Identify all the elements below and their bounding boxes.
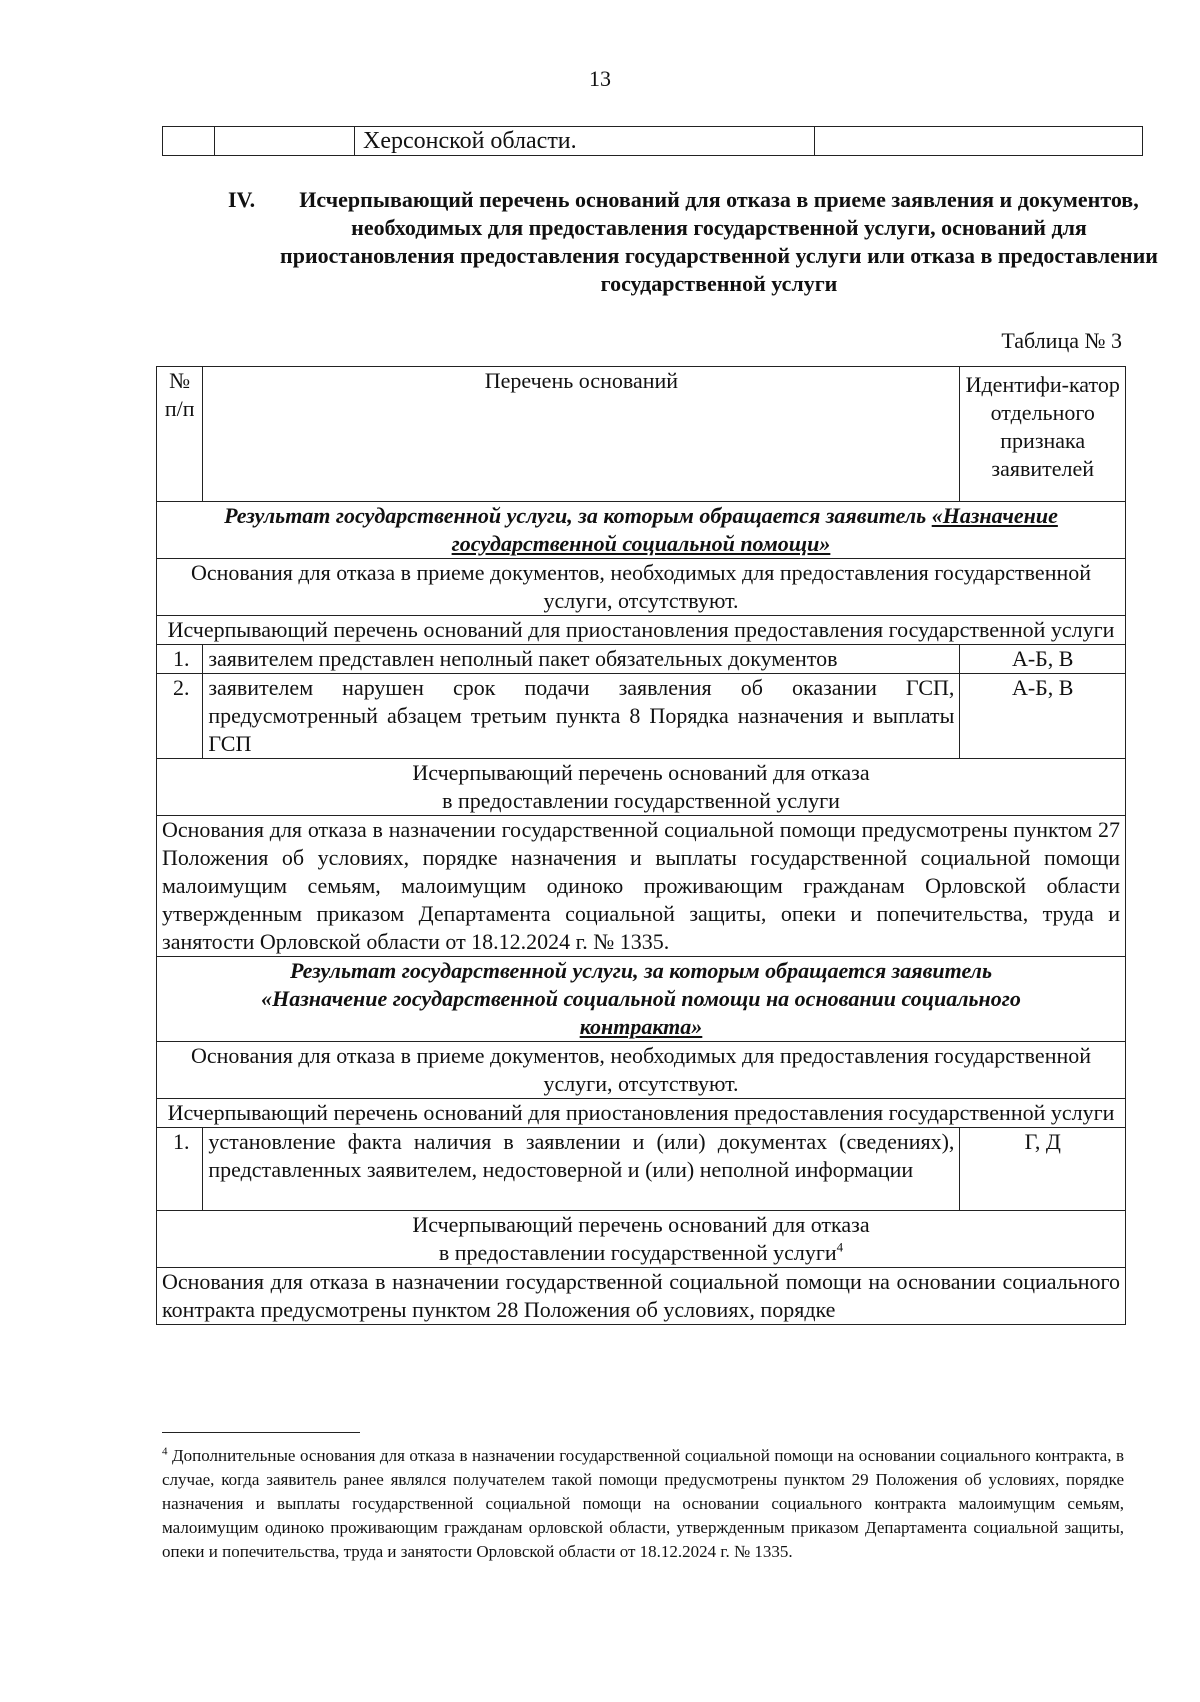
table-row <box>157 1128 1126 1211</box>
suspension-header: Исчерпывающий перечень оснований для приостановления предоставления государственной услуги <box>157 616 1126 645</box>
grounds-table <box>156 366 1126 1325</box>
result-prefix: Результат государственной услуги, за которым обращается заявитель <box>224 503 927 528</box>
table-header-row <box>157 367 1126 502</box>
continuation-table <box>162 126 1143 156</box>
refusal-grounds-text: Основания для отказа в назначении государственной социальной помощи предусмотрены пунктом 27 Положения об условиях, порядке назначения и выплаты государственной социальной помощи малоимущим семьям, малоимущим одиноко проживающим гражданам Орловской области утвержденным приказом Департамента социальной защиты, опеки и попечительства, труда и занятости Орловской области от 18.12.2024 г. № 1335. <box>157 816 1126 957</box>
result-line: Результат государственной услуги, за которым обращается заявитель <box>289 958 993 983</box>
table-cell <box>163 127 215 156</box>
table-cell <box>815 127 1143 156</box>
table-row <box>157 616 1126 645</box>
footnote-reference: 4 <box>836 1239 844 1255</box>
footnote <box>162 1444 1124 1564</box>
table-row <box>157 759 1126 816</box>
page-number: 13 <box>589 66 611 91</box>
table-row <box>157 674 1126 759</box>
table-row <box>157 816 1126 957</box>
refusal-grounds-text: Основания для отказа в назначении государственной социальной помощи на основании социального контракта предусмотрены пунктом 28 Положения об условиях, порядке <box>157 1268 1126 1325</box>
header-number: № п/п <box>157 367 203 502</box>
refusal-header-line: в предоставлении государственной услуги <box>442 788 840 813</box>
section-heading <box>228 186 1158 298</box>
result-line: контракта» <box>579 1014 703 1039</box>
item-text: заявителем нарушен срок подачи заявления об оказании ГСП, предусмотренный абзацем третьим пункта 8 Порядка назначения и выплаты ГСП <box>203 674 960 759</box>
item-identifier: А-Б, В <box>960 674 1126 759</box>
refusal-header <box>157 1211 1126 1268</box>
header-identifier: Идентифи-катор отдельного признака заявителей <box>960 367 1126 502</box>
result-heading-row <box>157 502 1126 559</box>
footnote-text: Дополнительные основания для отказа в назначении государственной социальной помощи на основании социального контракта, в случае, когда заявитель ранее являлся получателем такой помощи предусмотрены пунктом 29 Положения об условиях, порядке назначения и выплаты государственной социальной помощи на основании социального контракта малоимущим семьям, малоимущим одиноко проживающим гражданам орловской области, утвержденным приказом Департамента социальной защиты, опеки и попечительства, труда и занятости Орловской области от 18.12.2024 г. № 1335. <box>162 1446 1125 1561</box>
table-row <box>157 1211 1126 1268</box>
item-number: 1. <box>157 1128 203 1211</box>
result-heading <box>157 957 1126 1042</box>
table-row <box>157 1042 1126 1099</box>
result-line: «Назначение государственной социальной помощи на основании социального <box>261 986 1021 1011</box>
section-number: IV. <box>228 187 256 212</box>
table-row <box>157 645 1126 674</box>
item-identifier: Г, Д <box>960 1128 1126 1211</box>
refusal-header-text: в предоставлении государственной услуги <box>438 1240 837 1265</box>
table-row <box>157 1099 1126 1128</box>
table-row <box>163 127 1143 156</box>
refusal-header-line <box>162 1239 1120 1267</box>
item-text: установление факта наличия в заявлении и (или) документах (сведениях), представленных заявителем, недостоверной и (или) неполной информации <box>203 1128 960 1211</box>
header-basis: Перечень оснований <box>203 367 960 502</box>
result-heading <box>157 502 1126 559</box>
footnote-mark: 4 <box>162 1445 168 1458</box>
item-number: 1. <box>157 645 203 674</box>
footnote-separator <box>162 1432 360 1433</box>
item-number: 2. <box>157 674 203 759</box>
table-caption: Таблица № 3 <box>1001 328 1122 353</box>
suspension-header: Исчерпывающий перечень оснований для приостановления предоставления государственной услуги <box>157 1099 1126 1128</box>
docs-refusal-none: Основания для отказа в приеме документов, необходимых для предоставления государственной услуги, отсутствуют. <box>157 559 1126 616</box>
refusal-header-line: Исчерпывающий перечень оснований для отказа <box>412 1212 870 1237</box>
table-row <box>157 559 1126 616</box>
section-title: Исчерпывающий перечень оснований для отказа в приеме заявления и документов, необходимых для предоставления государственной услуги, оснований для приостановления предоставления государственной услуги или отказа в предоставлении государственной услуги <box>280 187 1158 296</box>
docs-refusal-none: Основания для отказа в приеме документов, необходимых для предоставления государственной услуги, отсутствуют. <box>157 1042 1126 1099</box>
table-row <box>157 1268 1126 1325</box>
result-heading-row <box>157 957 1126 1042</box>
table-cell <box>215 127 355 156</box>
item-text: заявителем представлен неполный пакет обязательных документов <box>203 645 960 674</box>
table-cell: Херсонской области. <box>355 127 815 156</box>
result-name: «Назначение государственной социальной помощи» <box>451 503 1058 556</box>
refusal-header-line: Исчерпывающий перечень оснований для отказа <box>412 760 870 785</box>
refusal-header <box>157 759 1126 816</box>
item-identifier: А-Б, В <box>960 645 1126 674</box>
